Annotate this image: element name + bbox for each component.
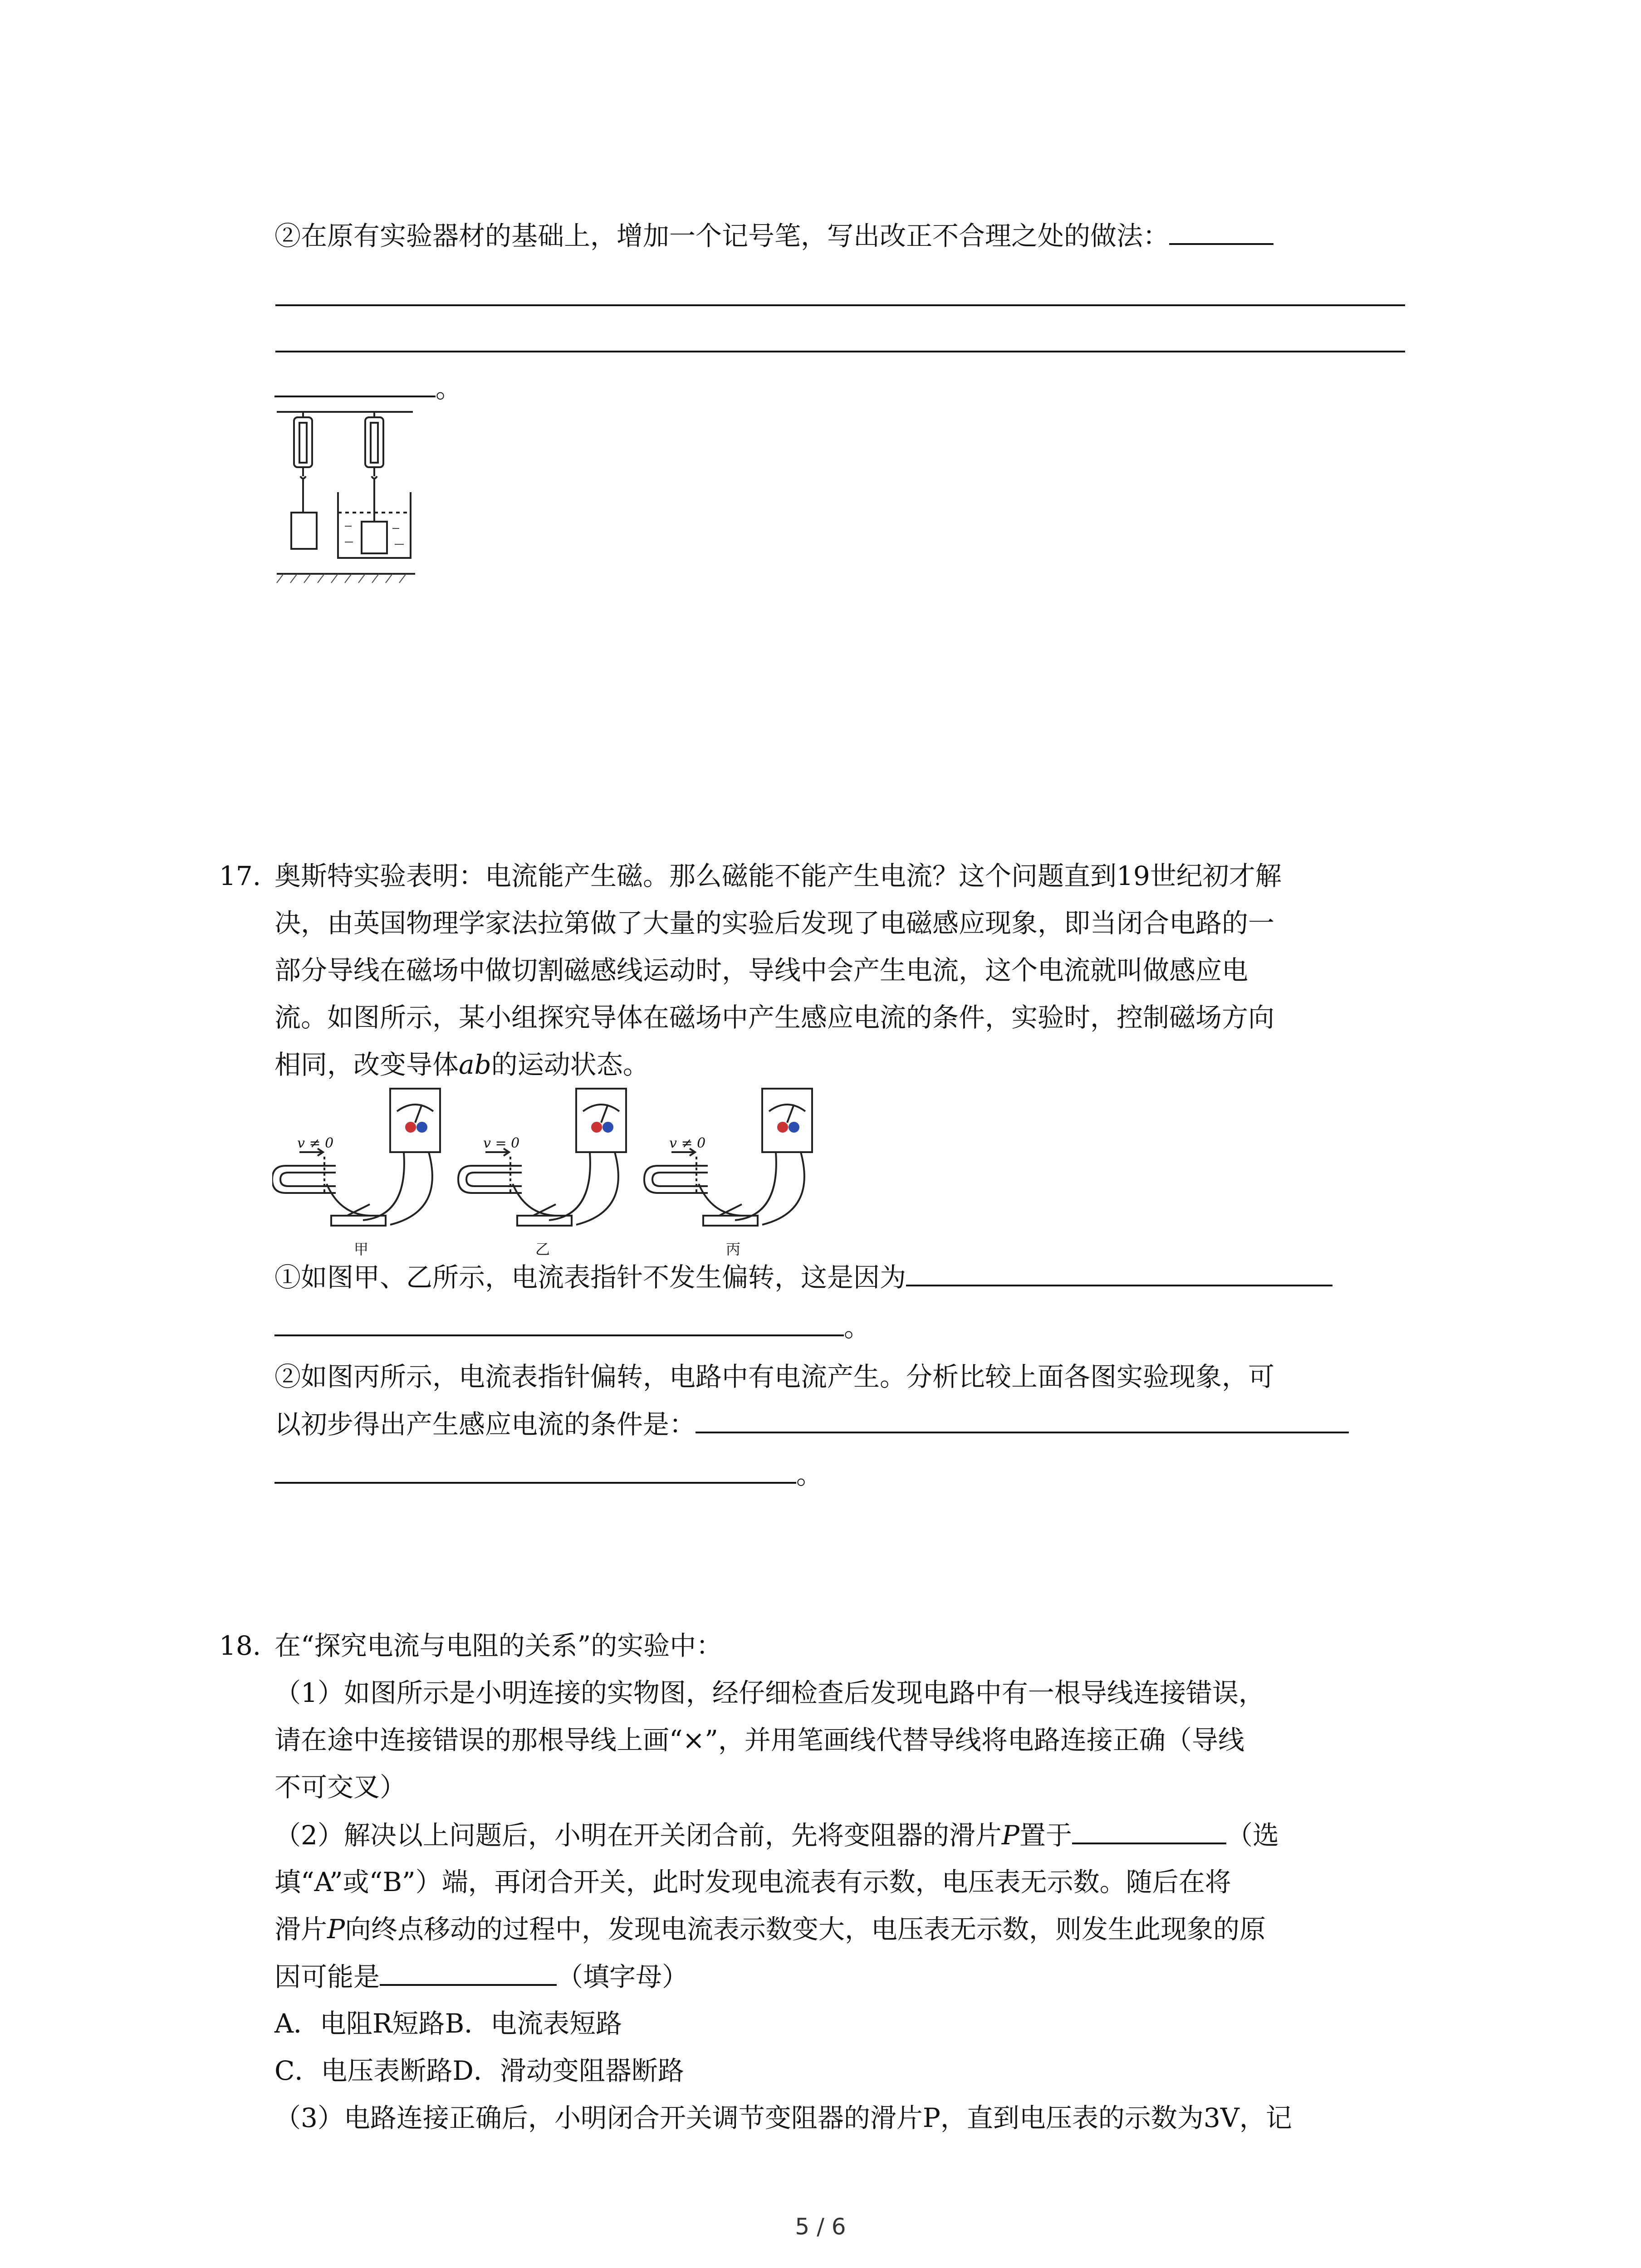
figure-label-yi: 乙	[535, 1241, 550, 1258]
answer-blank[interactable]	[1072, 1819, 1226, 1844]
q17-subquestion-1-cont: 。	[274, 1311, 870, 1343]
figure-label-bing: 丙	[726, 1241, 741, 1258]
q18-part2-line: 滑片P向终点移动的过程中，发现电流表示数变大，电压表无示数，则发生此现象的原	[274, 1914, 1266, 1945]
q17-subquestion-2-cont: 以初步得出产生感应电流的条件是：	[274, 1408, 1349, 1440]
option-b[interactable]: B．电流表短路	[445, 2008, 622, 2039]
q17-paragraph-line: 相同，改变导体ab的运动状态。	[274, 1049, 649, 1080]
q17-paragraph-line: 部分导线在磁场中做切割磁感线运动时，导线中会产生电流，这个电流就叫做感应电	[274, 955, 1249, 986]
option-d[interactable]: D．滑动变阻器断路	[452, 2055, 684, 2086]
q18-part1-line: （1）如图所示是小明连接的实物图，经仔细检查后发现电路中有一根导线连接错误，	[274, 1677, 1265, 1708]
answer-blank[interactable]	[380, 1960, 557, 1986]
q18-part1-line: 请在途中连接错误的那根导线上画“×”，并用笔画线代替导线将电路连接正确（导线	[274, 1725, 1244, 1755]
option-a[interactable]: A．电阻R短路	[274, 2008, 445, 2039]
speed-label-yi: v = 0	[483, 1135, 520, 1151]
question-number: 18.	[219, 1630, 261, 1661]
induction-experiment-figure	[272, 1080, 862, 1261]
q17-subquestion-1: ①如图甲、乙所示，电流表指针不发生偏转，这是因为	[274, 1261, 1332, 1293]
answer-blank[interactable]	[274, 1311, 844, 1336]
q16-line	[274, 220, 1274, 252]
page-number: 5 / 6	[795, 2214, 846, 2240]
answer-blank[interactable]	[696, 1408, 1349, 1433]
q18-part2-line: （2）解决以上问题后，小明在开关闭合前，先将变阻器的滑片P置于 （选	[274, 1820, 1279, 1851]
q18-options-row-2	[274, 2055, 684, 2087]
q18-part3-line: （3）电路连接正确后，小明闭合开关调节变阻器的滑片P，直到电压表的示数为3V，记	[274, 2102, 1292, 2133]
answer-blank[interactable]	[274, 1458, 796, 1484]
q18-part1-line: 不可交叉）	[274, 1772, 407, 1803]
spring-scale-figure	[272, 404, 417, 594]
q16-end-line: 。	[274, 372, 462, 404]
answer-blank[interactable]	[1169, 220, 1274, 245]
answer-blank[interactable]	[906, 1261, 1332, 1286]
q17-subquestion-2-end: 。	[274, 1458, 823, 1491]
answer-line[interactable]	[275, 304, 1405, 306]
q16-text: ②在原有实验器材的基础上，增加一个记号笔，写出改正不合理之处的做法：	[274, 220, 1170, 251]
answer-blank[interactable]	[274, 372, 436, 397]
question-number: 17.	[219, 860, 261, 891]
q18-options-row-1	[274, 2008, 622, 2039]
q18-title: 在“探究电流与电阻的关系”的实验中：	[274, 1630, 723, 1661]
option-c[interactable]: C．电压表断路	[274, 2055, 453, 2086]
speed-label-jia: v ≠ 0	[297, 1135, 334, 1151]
q18-part2-line: 填“A”或“B”）端，再闭合开关，此时发现电流表有示数，电压表无示数。随后在将	[274, 1867, 1231, 1897]
q17-paragraph-line: 决，由英国物理学家法拉第做了大量的实验后发现了电磁感应现象，即当闭合电路的一	[274, 908, 1275, 938]
q17-paragraph-line: 流。如图所示，某小组探究导体在磁场中产生感应电流的条件，实验时，控制磁场方向	[274, 1002, 1275, 1033]
q18-part2-line: 因可能是 （填字母）	[274, 1961, 689, 1992]
q17-subquestion-2: ②如图丙所示，电流表指针偏转，电路中有电流产生。分析比较上面各图实验现象，可	[274, 1361, 1275, 1392]
figure-label-jia: 甲	[354, 1241, 369, 1258]
q17-paragraph-line: 奥斯特实验表明：电流能产生磁。那么磁能不能产生电流？这个问题直到19世纪初才解	[274, 860, 1282, 891]
answer-line[interactable]	[275, 351, 1405, 352]
speed-label-bing: v ≠ 0	[669, 1135, 706, 1151]
